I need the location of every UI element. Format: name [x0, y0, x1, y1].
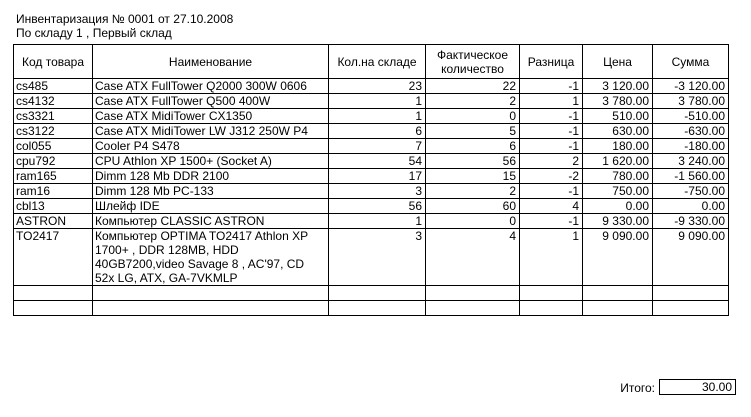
table-row [14, 214, 729, 229]
cell-diff: 1 [520, 229, 583, 286]
empty-cell [583, 301, 653, 316]
empty-cell [583, 286, 653, 301]
cell-name: Dimm 128 Mb PC-133 [93, 184, 329, 199]
cell-qty-stock: 1 [329, 94, 426, 109]
cell-code: cs3321 [14, 109, 93, 124]
empty-cell [653, 286, 729, 301]
cell-qty-actual: 60 [426, 199, 520, 214]
cell-name: Шлейф IDE [93, 199, 329, 214]
cell-qty-stock: 17 [329, 169, 426, 184]
cell-qty-stock: 3 [329, 184, 426, 199]
table-row [14, 169, 729, 184]
cell-code: ram16 [14, 184, 93, 199]
cell-qty-stock: 54 [329, 154, 426, 169]
cell-qty-stock: 1 [329, 109, 426, 124]
cell-price: 780.00 [583, 169, 653, 184]
empty-cell [653, 301, 729, 316]
cell-name: Case ATX MidiTower LW J312 250W P4 [93, 124, 329, 139]
cell-qty-stock: 1 [329, 214, 426, 229]
cell-price: 1 620.00 [583, 154, 653, 169]
cell-diff: -2 [520, 169, 583, 184]
cell-qty-stock: 56 [329, 199, 426, 214]
cell-name: Cooler P4 S478 [93, 139, 329, 154]
cell-code: cbl13 [14, 199, 93, 214]
table-row [14, 79, 729, 94]
cell-sum: -180.00 [653, 139, 729, 154]
cell-qty-actual: 56 [426, 154, 520, 169]
cell-sum: 3 780.00 [653, 94, 729, 109]
header-price: Цена [583, 45, 653, 79]
cell-price: 3 780.00 [583, 94, 653, 109]
cell-price: 0.00 [583, 199, 653, 214]
header-qty-actual: Фактическое количество [426, 45, 520, 79]
cell-qty-actual: 0 [426, 109, 520, 124]
inventory-table [13, 44, 729, 316]
document-title: Инвентаризация № 0001 от 27.10.2008 [16, 12, 234, 26]
cell-qty-stock: 6 [329, 124, 426, 139]
table-row [14, 229, 729, 286]
cell-sum: -750.00 [653, 184, 729, 199]
table-row [14, 109, 729, 124]
cell-qty-stock: 23 [329, 79, 426, 94]
cell-diff: -1 [520, 124, 583, 139]
empty-cell [520, 301, 583, 316]
cell-qty-actual: 5 [426, 124, 520, 139]
cell-qty-actual: 2 [426, 94, 520, 109]
header-name: Наименование [93, 45, 329, 79]
table-row [14, 139, 729, 154]
total-value: 30.00 [659, 379, 736, 395]
empty-cell [329, 301, 426, 316]
header-qty-stock: Кол.на складе [329, 45, 426, 79]
cell-price: 9 090.00 [583, 229, 653, 286]
cell-name: CPU Athlon XP 1500+ (Socket A) [93, 154, 329, 169]
cell-qty-actual: 2 [426, 184, 520, 199]
cell-name: Компьютер CLASSIC ASTRON [93, 214, 329, 229]
cell-qty-actual: 4 [426, 229, 520, 286]
cell-price: 180.00 [583, 139, 653, 154]
cell-code: cs485 [14, 79, 93, 94]
cell-diff: -1 [520, 79, 583, 94]
cell-sum: -9 330.00 [653, 214, 729, 229]
table-body [14, 79, 729, 316]
table-header-row [14, 45, 729, 79]
cell-qty-actual: 6 [426, 139, 520, 154]
cell-code: col055 [14, 139, 93, 154]
cell-diff: -1 [520, 214, 583, 229]
document-subtitle: По складу 1 , Первый склад [16, 26, 172, 40]
table-row [14, 184, 729, 199]
table-row [14, 94, 729, 109]
cell-name: Компьютер OPTIMA TO2417 Athlon XP 1700+ , DDR 128MB, HDD 40GB7200,video Savage 8 , AC'97, CD 52x LG, ATX, GA-7VKMLP [93, 229, 329, 286]
cell-diff: 4 [520, 199, 583, 214]
cell-diff: 2 [520, 154, 583, 169]
cell-price: 510.00 [583, 109, 653, 124]
header-code: Код товара [14, 45, 93, 79]
header-sum: Сумма [653, 45, 729, 79]
table-row [14, 124, 729, 139]
empty-cell [93, 286, 329, 301]
empty-row [14, 301, 729, 316]
empty-cell [426, 301, 520, 316]
cell-code: ram165 [14, 169, 93, 184]
cell-name: Case ATX FullTower Q500 400W [93, 94, 329, 109]
cell-price: 750.00 [583, 184, 653, 199]
empty-cell [329, 286, 426, 301]
cell-diff: -1 [520, 184, 583, 199]
cell-sum: 9 090.00 [653, 229, 729, 286]
cell-diff: 1 [520, 94, 583, 109]
cell-code: cpu792 [14, 154, 93, 169]
cell-price: 630.00 [583, 124, 653, 139]
cell-qty-actual: 15 [426, 169, 520, 184]
cell-qty-actual: 22 [426, 79, 520, 94]
cell-qty-stock: 7 [329, 139, 426, 154]
table-row [14, 199, 729, 214]
total-label: Итого: [620, 381, 655, 395]
empty-cell [520, 286, 583, 301]
cell-name: Case ATX MidiTower CX1350 [93, 109, 329, 124]
cell-sum: -630.00 [653, 124, 729, 139]
empty-cell [14, 286, 93, 301]
empty-cell [426, 286, 520, 301]
cell-sum: -510.00 [653, 109, 729, 124]
cell-sum: 0.00 [653, 199, 729, 214]
header-diff: Разница [520, 45, 583, 79]
empty-cell [14, 301, 93, 316]
cell-sum: -3 120.00 [653, 79, 729, 94]
cell-diff: -1 [520, 139, 583, 154]
cell-qty-stock: 3 [329, 229, 426, 286]
cell-sum: 3 240.00 [653, 154, 729, 169]
cell-name: Dimm 128 Mb DDR 2100 [93, 169, 329, 184]
cell-price: 9 330.00 [583, 214, 653, 229]
cell-qty-actual: 0 [426, 214, 520, 229]
cell-code: cs3122 [14, 124, 93, 139]
cell-code: ASTRON [14, 214, 93, 229]
cell-name: Case ATX FullTower Q2000 300W 0606 [93, 79, 329, 94]
cell-sum: -1 560.00 [653, 169, 729, 184]
cell-price: 3 120.00 [583, 79, 653, 94]
cell-code: TO2417 [14, 229, 93, 286]
empty-cell [93, 301, 329, 316]
cell-diff: -1 [520, 109, 583, 124]
empty-row [14, 286, 729, 301]
table-row [14, 154, 729, 169]
cell-code: cs4132 [14, 94, 93, 109]
